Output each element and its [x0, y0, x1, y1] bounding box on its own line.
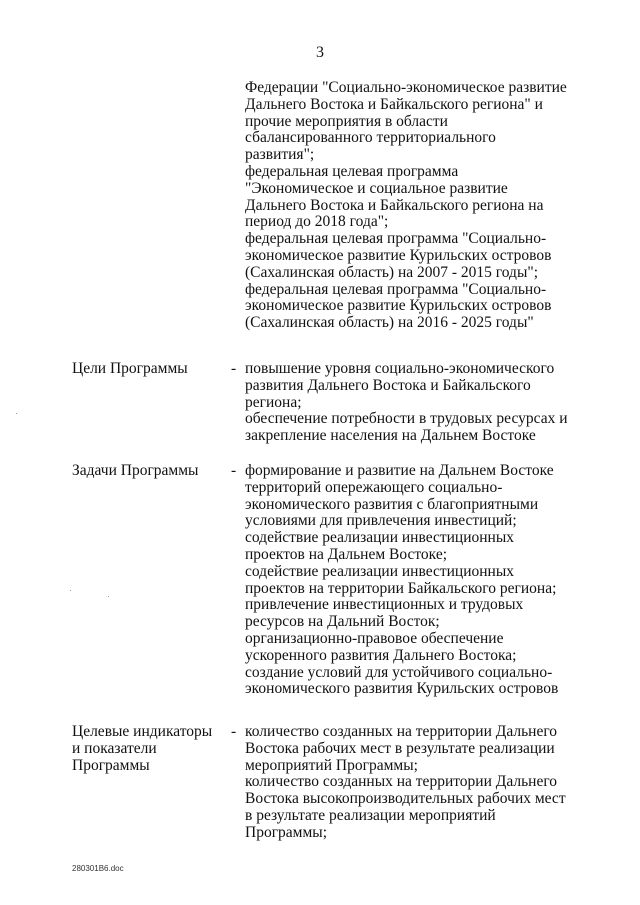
continuation-text	[245, 80, 585, 332]
text-line: содействие реализации инвестиционных	[245, 529, 515, 547]
text-line: в результате реализации мероприятий	[245, 806, 496, 824]
text-line: сбалансированного территориального	[245, 129, 496, 147]
section-label	[72, 463, 232, 480]
section-label	[72, 361, 232, 378]
label-line: и показатели	[72, 739, 157, 757]
text-line: количество созданных на территории Дальнего	[245, 723, 558, 740]
text-line: (Сахалинская область) на 2007 - 2015 годы";	[245, 263, 538, 281]
text-line: период до 2018 года";	[245, 213, 389, 231]
text-line: (Сахалинская область) на 2016 - 2025 годы"	[245, 314, 534, 332]
text-line: проектов на территории Байкальского региона;	[245, 579, 557, 597]
text-line: ресурсов на Дальний Восток;	[245, 613, 440, 631]
text-line: экономического развития с благоприятными	[245, 495, 539, 513]
text-line: содействие реализации инвестиционных	[245, 562, 515, 580]
text-line: проектов на Дальнем Востоке;	[245, 545, 448, 563]
text-line: федеральная целевая программа	[245, 162, 459, 180]
text-line: Дальнего Востока и Байкальского региона на	[245, 196, 544, 214]
label-line: Программы	[72, 756, 150, 774]
section-label	[72, 724, 232, 774]
text-line: условиями для привлечения инвестиций;	[245, 512, 517, 530]
section-text	[245, 724, 585, 842]
text-line: обеспечение потребности в трудовых ресурсах и	[245, 410, 568, 428]
scan-speck	[108, 596, 109, 597]
section-text	[245, 361, 585, 445]
text-line: Востока высокопроизводительных рабочих мест	[245, 790, 566, 808]
text-line: территорий опережающего социально-	[245, 478, 503, 496]
text-line: ускоренного развития Дальнего Востока;	[245, 646, 517, 664]
text-line: организационно-правовое обеспечение	[245, 629, 504, 647]
text-line: экономическое развитие Курильских островов	[245, 297, 552, 315]
scan-speck	[16, 413, 17, 414]
text-line: экономическое развитие Курильских островов	[245, 246, 552, 264]
scan-speck	[70, 590, 71, 591]
text-line: мероприятий Программы;	[245, 756, 418, 774]
label-line: Задачи Программы	[72, 462, 199, 479]
section-dash: -	[231, 462, 237, 479]
file-name-footer: 280301B6.doc	[72, 864, 124, 873]
text-line: создание условий для устойчивого социально-	[245, 663, 553, 681]
text-line: привлечение инвестиционных и трудовых	[245, 596, 524, 614]
text-line: экономического развития Курильских островов	[245, 680, 559, 698]
text-line: формирование и развитие на Дальнем Востоке	[245, 462, 554, 479]
text-line: федеральная целевая программа "Социально-	[245, 230, 547, 248]
label-line: Целевые индикаторы	[72, 723, 213, 740]
section-dash: -	[231, 360, 237, 377]
text-line: развития Дальнего Востока и Байкальского	[245, 376, 531, 394]
text-line: Федерации "Социально-экономическое развитие	[245, 79, 567, 96]
text-line: Дальнего Востока и Байкальского региона" и	[245, 95, 543, 113]
text-line: закрепление населения на Дальнем Востоке	[245, 427, 536, 445]
text-line: Востока рабочих мест в результате реализации	[245, 739, 555, 757]
text-line: региона;	[245, 393, 302, 411]
text-line: Программы;	[245, 823, 328, 841]
text-line: прочие мероприятия в области	[245, 112, 448, 130]
label-line: Цели Программы	[72, 360, 188, 377]
text-line: "Экономическое и социальное развитие	[245, 179, 508, 197]
text-line: федеральная целевая программа "Социально-	[245, 280, 547, 298]
text-line: повышение уровня социально-экономического	[245, 360, 555, 377]
text-line: развития";	[245, 146, 315, 164]
section-dash: -	[231, 723, 237, 740]
text-line: количество созданных на территории Дальнего	[245, 773, 558, 791]
section-text	[245, 463, 585, 698]
page-number: 3	[316, 44, 324, 61]
